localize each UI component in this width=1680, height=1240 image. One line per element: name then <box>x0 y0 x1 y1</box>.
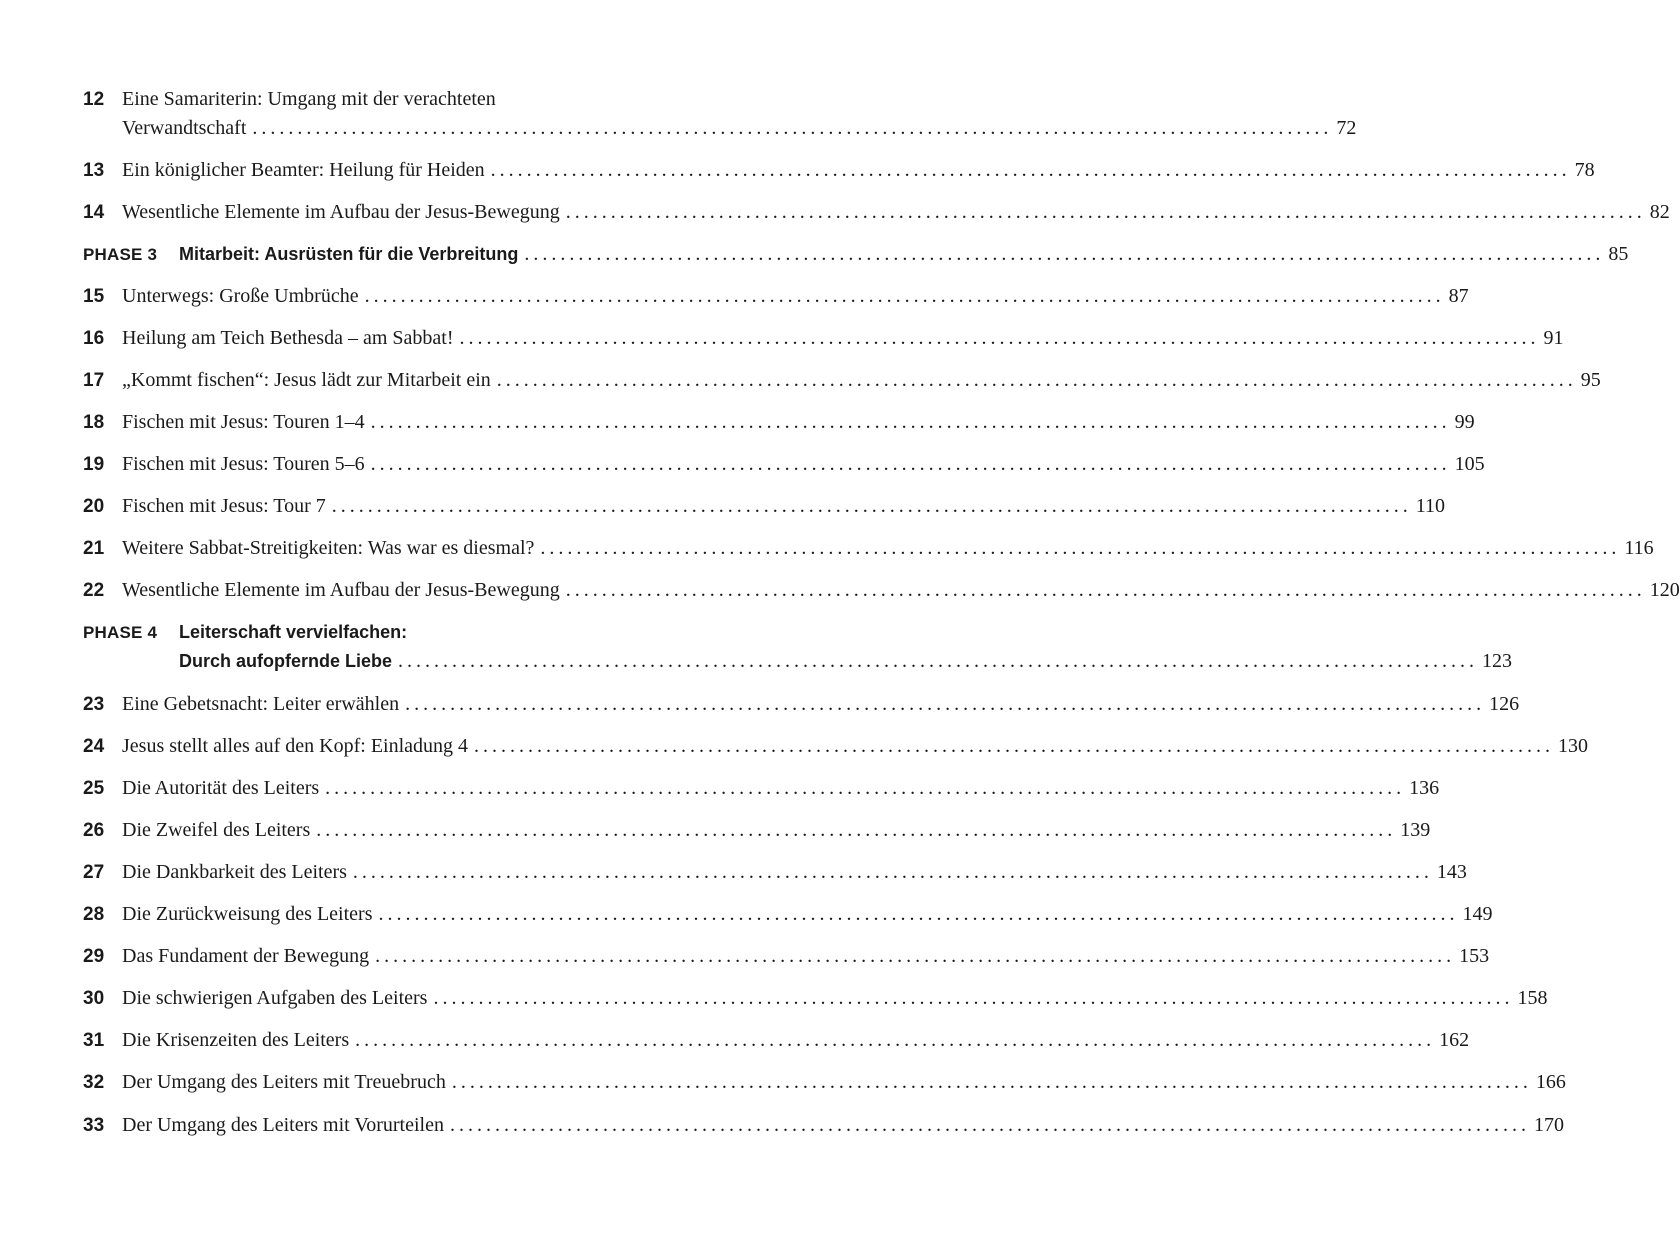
page-number: 99 <box>1454 411 1475 433</box>
dot-leader: ........................................................................................................................ <box>565 201 1646 223</box>
page-number: 78 <box>1574 159 1595 181</box>
entry-title: Die Krisenzeiten des Leiters <box>122 1029 350 1051</box>
entry-title: Ein königlicher Beamter: Heilung für Heiden <box>122 159 485 181</box>
entry-title: Eine Samariterin: Umgang mit der verachteten <box>122 88 496 110</box>
page-number: 170 <box>1533 1114 1564 1136</box>
page-number: 130 <box>1558 735 1589 757</box>
chapter-number: 26 <box>83 820 105 841</box>
dot-leader: ........................................................................................................................ <box>433 987 1514 1009</box>
phase-label: PHASE 4 <box>83 623 158 642</box>
entry-title: Unterwegs: Große Umbrüche <box>122 285 359 307</box>
dot-leader: ........................................................................................................................ <box>325 777 1406 799</box>
dot-leader: ........................................................................................................................ <box>364 285 1445 307</box>
entry-title: Heilung am Teich Bethesda – am Sabbat! <box>122 327 454 349</box>
chapter-number: 30 <box>83 988 105 1009</box>
chapter-number: 12 <box>83 89 105 110</box>
dot-leader: ........................................................................................................................ <box>496 369 1577 391</box>
dot-leader: ........................................................................................................................ <box>490 159 1571 181</box>
dot-leader: ........................................................................................................................ <box>405 693 1486 715</box>
toc-entry-line <box>122 777 1440 799</box>
page-number: 126 <box>1489 693 1520 715</box>
chapter-number: 21 <box>83 538 105 559</box>
entry-title: Verwandtschaft <box>122 117 247 139</box>
entry-title: Fischen mit Jesus: Tour 7 <box>122 495 326 517</box>
toc-entry-line <box>122 285 1469 307</box>
dot-leader: ........................................................................................................................ <box>352 861 1433 883</box>
chapter-number: 19 <box>83 454 105 475</box>
page-number: 110 <box>1415 495 1446 517</box>
dot-leader: ........................................................................................................................ <box>540 537 1621 559</box>
chapter-number: 27 <box>83 862 105 883</box>
entry-title: Jesus stellt alles auf den Kopf: Einladung 4 <box>122 735 469 757</box>
toc-entry-line <box>122 819 1431 841</box>
chapter-number: 22 <box>83 580 105 601</box>
toc-entry-line <box>122 987 1548 1009</box>
dot-leader: ........................................................................................................................ <box>331 495 1412 517</box>
dot-leader: ........................................................................................................................ <box>459 327 1540 349</box>
toc-entry-line <box>122 495 1446 517</box>
page-number: 149 <box>1462 903 1493 925</box>
chapter-number: 15 <box>83 286 105 307</box>
toc-entry-line <box>179 243 1629 265</box>
dot-leader: ........................................................................................................................ <box>524 243 1605 265</box>
page-number: 166 <box>1535 1071 1566 1093</box>
toc-entry-line <box>122 1029 1470 1051</box>
page-number: 158 <box>1517 987 1548 1009</box>
toc-entry-line <box>122 537 1654 559</box>
dot-leader: ........................................................................................................................ <box>316 819 1397 841</box>
toc-entry-line <box>122 1071 1566 1093</box>
phase-label: PHASE 3 <box>83 245 158 264</box>
entry-title: Die Zweifel des Leiters <box>122 819 311 841</box>
toc-entry-line <box>179 650 1513 672</box>
chapter-number: 29 <box>83 946 105 967</box>
page-number: 82 <box>1649 201 1670 223</box>
chapter-number: 18 <box>83 412 105 433</box>
toc-entry-line <box>122 1114 1564 1136</box>
dot-leader: ........................................................................................................................ <box>474 735 1555 757</box>
dot-leader: ........................................................................................................................ <box>252 117 1333 139</box>
entry-title: Wesentliche Elemente im Aufbau der Jesus-Bewegung <box>122 201 560 223</box>
dot-leader: ........................................................................................................................ <box>370 411 1451 433</box>
page-number: 87 <box>1448 285 1469 307</box>
page-number: 85 <box>1608 243 1629 265</box>
entry-title: Durch aufopfernde Liebe <box>179 651 393 671</box>
chapter-number: 14 <box>83 202 105 223</box>
page-number: 136 <box>1409 777 1440 799</box>
dot-leader: ........................................................................................................................ <box>449 1114 1530 1136</box>
toc-entry-line <box>122 861 1467 883</box>
entry-title: Eine Gebetsnacht: Leiter erwählen <box>122 693 400 715</box>
entry-title: Fischen mit Jesus: Touren 5–6 <box>122 453 365 475</box>
entry-title: Mitarbeit: Ausrüsten für die Verbreitung <box>179 244 519 264</box>
dot-leader: ........................................................................................................................ <box>375 945 1456 967</box>
toc-entry-line <box>122 903 1493 925</box>
chapter-number: 25 <box>83 778 105 799</box>
page-number: 95 <box>1580 369 1601 391</box>
entry-title: Die Zurückweisung des Leiters <box>122 903 373 925</box>
toc-entry-line <box>122 579 1680 601</box>
chapter-number: 20 <box>83 496 105 517</box>
page-number: 123 <box>1482 650 1513 672</box>
page-number: 162 <box>1439 1029 1470 1051</box>
dot-leader: ........................................................................................................................ <box>370 453 1451 475</box>
chapter-number: 32 <box>83 1072 105 1093</box>
page-number: 116 <box>1624 537 1654 559</box>
entry-title: Weitere Sabbat-Streitigkeiten: Was war es diesmal? <box>122 537 535 559</box>
page-number: 143 <box>1436 861 1467 883</box>
toc-entry-line <box>122 201 1670 223</box>
entry-title: Die Autorität des Leiters <box>122 777 320 799</box>
page-number: 153 <box>1459 945 1490 967</box>
dot-leader: ........................................................................................................................ <box>451 1071 1532 1093</box>
toc-entry-line <box>122 159 1595 181</box>
dot-leader: ........................................................................................................................ <box>355 1029 1436 1051</box>
chapter-number: 23 <box>83 694 105 715</box>
toc-entry-line <box>122 735 1589 757</box>
toc-entry-line <box>122 693 1520 715</box>
toc-entry-line <box>122 411 1475 433</box>
page-number: 139 <box>1400 819 1431 841</box>
phase-title: Leiterschaft vervielfachen: <box>179 622 408 642</box>
dot-leader: ........................................................................................................................ <box>398 650 1479 672</box>
toc-entry-line <box>122 369 1601 391</box>
chapter-number: 31 <box>83 1030 105 1051</box>
chapter-number: 13 <box>83 160 105 181</box>
chapter-number: 17 <box>83 370 105 391</box>
entry-title: Die Dankbarkeit des Leiters <box>122 861 347 883</box>
entry-title: „Kommt fischen“: Jesus lädt zur Mitarbeit ein <box>122 369 491 391</box>
entry-title: Der Umgang des Leiters mit Treuebruch <box>122 1071 446 1093</box>
toc-entry-line <box>122 945 1490 967</box>
entry-title: Wesentliche Elemente im Aufbau der Jesus-Bewegung <box>122 579 560 601</box>
chapter-number: 16 <box>83 328 105 349</box>
entry-title: Das Fundament der Bewegung <box>122 945 370 967</box>
page-number: 72 <box>1336 117 1357 139</box>
page-number: 91 <box>1543 327 1564 349</box>
page-number: 120 <box>1649 579 1680 601</box>
chapter-number: 24 <box>83 736 105 757</box>
toc-entry-line <box>122 117 1357 139</box>
toc-entry-line <box>122 327 1564 349</box>
chapter-number: 33 <box>83 1115 105 1136</box>
entry-title: Fischen mit Jesus: Touren 1–4 <box>122 411 365 433</box>
dot-leader: ........................................................................................................................ <box>378 903 1459 925</box>
chapter-number: 28 <box>83 904 105 925</box>
page-number: 105 <box>1454 453 1485 475</box>
entry-title: Die schwierigen Aufgaben des Leiters <box>122 987 428 1009</box>
entry-title: Der Umgang des Leiters mit Vorurteilen <box>122 1114 444 1136</box>
dot-leader: ........................................................................................................................ <box>565 579 1646 601</box>
toc-entry-line <box>122 453 1485 475</box>
